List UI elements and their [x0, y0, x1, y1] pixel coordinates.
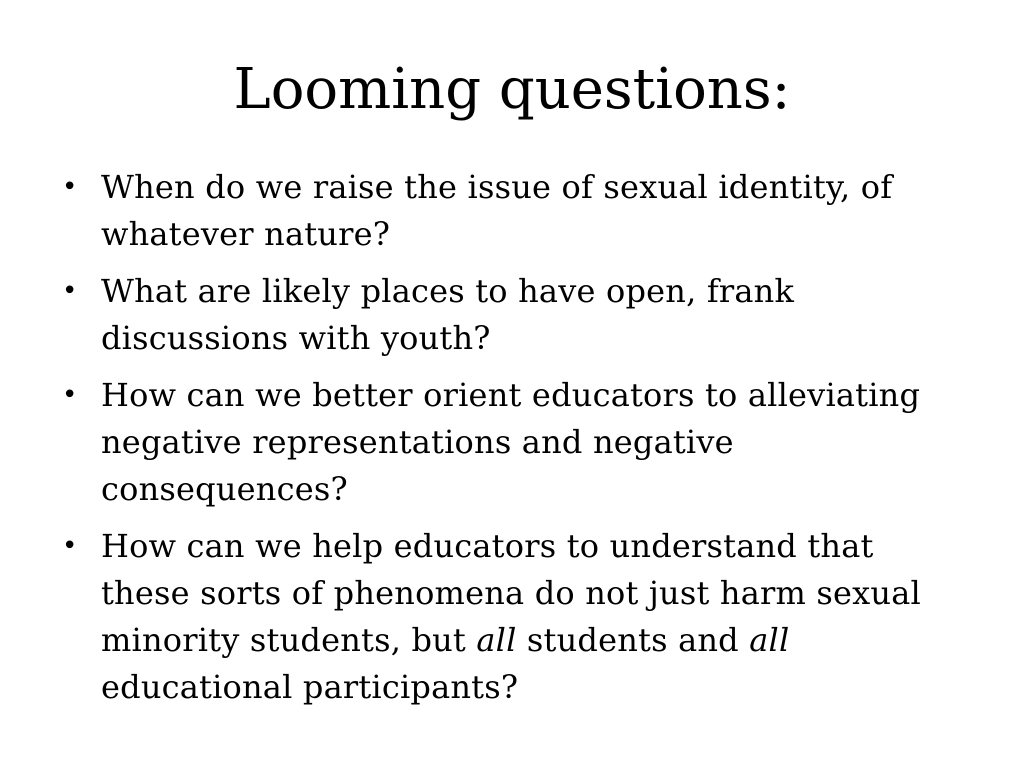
bullet-text — [101, 376, 920, 508]
bullet-dot-icon: • — [62, 172, 78, 202]
bullet-item — [62, 164, 952, 258]
bullet-text-segment: What are likely places to have open, frank discussions with youth? — [101, 272, 795, 357]
bullet-text-segment: students and — [516, 621, 750, 659]
bullet-item — [62, 523, 952, 711]
bullet-item — [62, 268, 952, 362]
bullet-text-segment: How can we help educators to understand that these sorts of phenomena do not just harm sexual minority students, but — [101, 527, 921, 659]
slide-title: Looming questions: — [233, 57, 791, 122]
bullet-text — [101, 527, 921, 706]
bullet-item — [62, 372, 952, 513]
bullet-text — [101, 168, 892, 253]
bullet-text-segment: How can we better orient educators to alleviating negative representations and negative consequences? — [101, 376, 921, 508]
bullet-text — [101, 272, 794, 357]
bullet-text-emphasis: all — [476, 621, 517, 659]
bullet-text-segment: When do we raise the issue of sexual identity, of whatever nature? — [101, 168, 893, 253]
bullet-dot-icon: • — [62, 380, 78, 410]
bullet-list — [62, 164, 952, 721]
bullet-text-emphasis: all — [749, 621, 790, 659]
bullet-text-segment: educational participants? — [101, 668, 519, 706]
bullet-dot-icon: • — [62, 531, 78, 561]
bullet-dot-icon: • — [62, 276, 78, 306]
